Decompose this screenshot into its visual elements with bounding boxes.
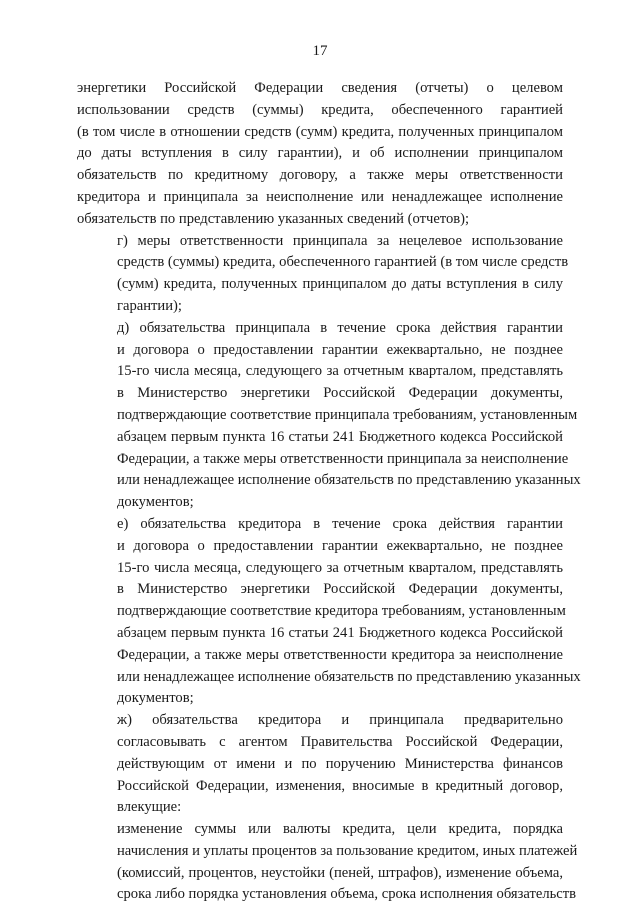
text-line: подтверждающие соответствие принципала требованиям, установленным xyxy=(117,406,578,423)
text-line: срока либо порядка установления объема, срока исполнения обязательств xyxy=(117,886,577,903)
text-line: и договора о предоставлении гарантии ежеквартально, не позднее xyxy=(117,537,563,554)
text-line: изменение суммы или валюты кредита, цели кредита, порядка xyxy=(117,821,563,838)
text-line: использовании средств (суммы) кредита, обеспеченного гарантией xyxy=(77,101,563,118)
text-line: и договора о предоставлении гарантии ежеквартально, не позднее xyxy=(117,341,563,358)
text-line: Федерации, а также меры ответственности кредитора за неисполнение xyxy=(117,646,563,663)
text-line: 15-го числа месяца, следующего за отчетным кварталом, представлять xyxy=(117,559,563,576)
text-line: обязательств по кредитному договору, а также меры ответственности xyxy=(77,167,563,184)
text-line: энергетики Российской Федерации сведения (отчеты) о целевом xyxy=(77,80,563,96)
text-line: действующим от имени и по поручению Министерства финансов xyxy=(117,755,563,772)
paragraph xyxy=(77,514,581,710)
text-line: документов; xyxy=(117,690,194,707)
text-line: абзацем первым пункта 16 статьи 241 Бюджетного кодекса Российской xyxy=(117,624,563,641)
page-number: 17 xyxy=(312,43,328,59)
text-line: или ненадлежащее исполнение обязательств по представлению указанных xyxy=(117,472,581,489)
text-line: гарантии); xyxy=(117,297,182,314)
paragraph xyxy=(77,318,581,514)
text-line: влекущие: xyxy=(117,799,182,816)
paragraph xyxy=(77,819,578,906)
text-line: (сумм) кредита, полученных принципалом до даты вступления в силу xyxy=(117,276,563,293)
text-line: (комиссий, процентов, неустойки (пеней, штрафов), изменение объема, xyxy=(117,864,563,881)
text-line: в Министерство энергетики Российской Федерации документы, xyxy=(117,385,563,402)
text-line: или ненадлежащее исполнение обязательств по представлению указанных xyxy=(117,668,581,685)
document-body xyxy=(77,78,581,906)
paragraph xyxy=(77,78,563,231)
paragraph xyxy=(77,710,563,819)
text-line: в Министерство энергетики Российской Федерации документы, xyxy=(117,581,563,598)
text-line: Российской Федерации, изменения, вносимые в кредитный договор, xyxy=(117,777,563,794)
text-line: е) обязательства кредитора в течение срока действия гарантии xyxy=(117,515,563,532)
text-line: обязательств по представлению указанных сведений (отчетов); xyxy=(77,210,470,227)
text-line: д) обязательства принципала в течение срока действия гарантии xyxy=(117,319,563,336)
text-line: 15-го числа месяца, следующего за отчетным кварталом, представлять xyxy=(117,363,563,380)
text-line: ж) обязательства кредитора и принципала предварительно xyxy=(117,712,563,729)
text-line: средств (суммы) кредита, обеспеченного гарантией (в том числе средств xyxy=(117,254,569,271)
paragraph xyxy=(77,231,569,318)
text-line: начисления и уплаты процентов за пользование кредитом, иных платежей xyxy=(117,842,578,859)
text-line: документов; xyxy=(117,494,194,511)
text-line: Федерации, а также меры ответственности принципала за неисполнение xyxy=(117,450,569,467)
text-line: согласовывать с агентом Правительства Российской Федерации, xyxy=(117,733,563,750)
text-line: до даты вступления в силу гарантии), и об исполнении принципалом xyxy=(77,145,563,162)
text-line: абзацем первым пункта 16 статьи 241 Бюджетного кодекса Российской xyxy=(117,428,563,445)
text-line: подтверждающие соответствие кредитора требованиям, установленным xyxy=(117,603,566,620)
text-line: кредитора и принципала за неисполнение или ненадлежащее исполнение xyxy=(77,188,563,205)
text-line: (в том числе в отношении средств (сумм) кредита, полученных принципалом xyxy=(77,123,563,140)
text-line: г) меры ответственности принципала за нецелевое использование xyxy=(117,232,563,249)
